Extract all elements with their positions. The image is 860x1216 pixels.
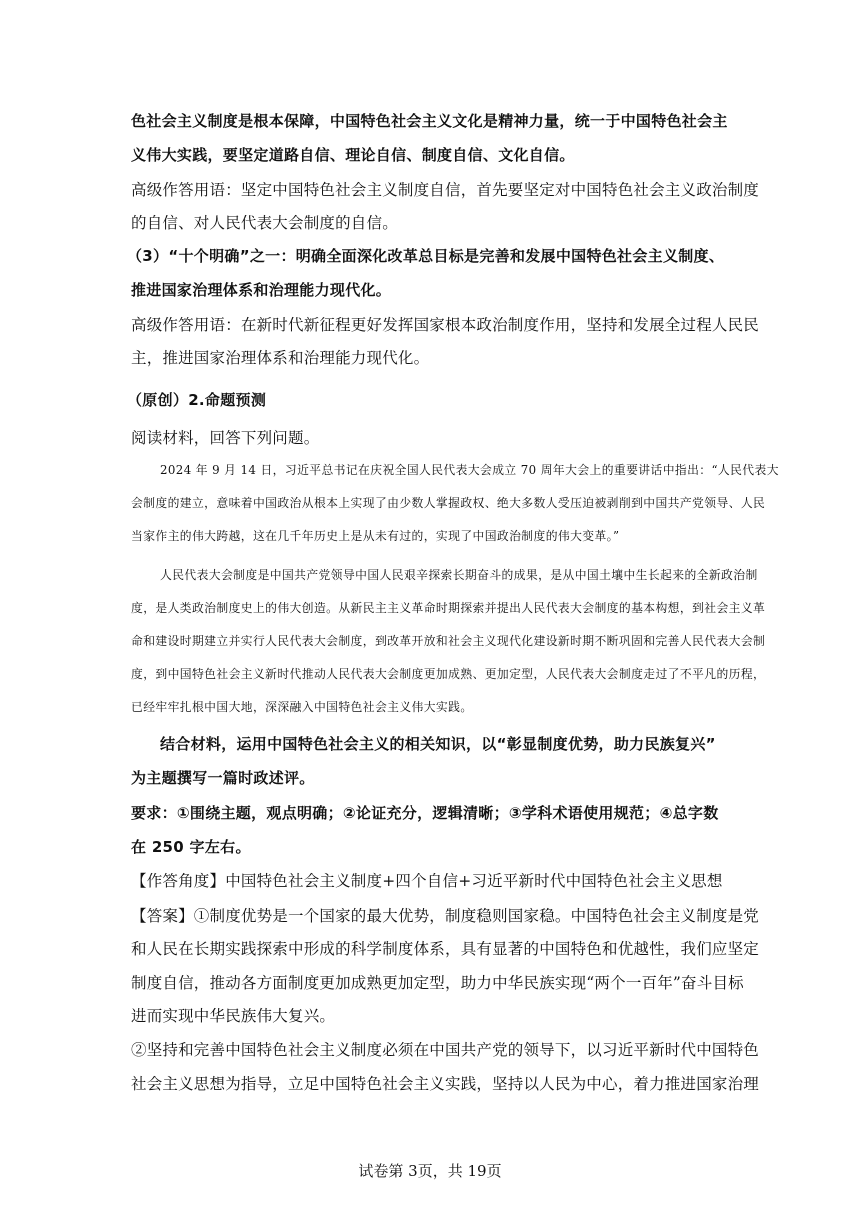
page-footer: 试卷第 3页，共 19页 xyxy=(358,1162,502,1180)
text-line: （3）“十个明确”之一：明确全面深化改革总目标是完善和发展中国特色社会主义制度、 xyxy=(127,247,725,265)
answer-line: ②坚持和完善中国特色社会主义制度必须在中国共产党的领导下，以习近平新时代中国特色 xyxy=(131,1041,760,1059)
material-line: 度，是人类政治制度史上的伟大创造。从新民主主义革命时期探索并提出人民代表大会制度的基本构想，到社会主义革 xyxy=(131,601,766,615)
text-line: 阅读材料，回答下列问题。 xyxy=(131,429,320,447)
material-line: 人民代表大会制度是中国共产党领导中国人民艰辛探索长期奋斗的成果，是从中国土壤中生长起来的全新政治制 xyxy=(160,568,758,582)
requirement-text: 要求：①围绕主题，观点明确；②论证充分，逻辑清晰；③学科术语使用规范；④总字数 xyxy=(131,804,719,822)
question-text: 结合材料，运用中国特色社会主义的相关知识，以“彰显制度优势，助力民族复兴” xyxy=(160,735,716,753)
answer-line: 进而实现中华民族伟大复兴。 xyxy=(131,1007,336,1025)
text-line: 的自信、对人民代表大会制度的自信。 xyxy=(131,214,398,232)
answer-line: 和人民在长期实践探索中形成的科学制度体系，具有显著的中国特色和优越性，我们应坚定 xyxy=(131,940,760,958)
material-line: 已经牢牢扎根中国大地，深深融入中国特色社会主义伟大实践。 xyxy=(131,700,473,714)
answer-line: 【答案】①制度优势是一个国家的最大优势，制度稳则国家稳。中国特色社会主义制度是党 xyxy=(131,907,760,925)
material-line: 度，到中国特色社会主义新时代推动人民代表大会制度更加成熟、更加定型，人民代表大会制度走过了不平凡的历程， xyxy=(131,667,766,681)
text-line: 高级作答用语：坚定中国特色社会主义制度自信，首先要坚定对中国特色社会主义政治制度 xyxy=(131,181,760,199)
material-line: 2024 年 9 月 14 日，习近平总书记在庆祝全国人民代表大会成立 70 周年大会上的重要讲话中指出：“人民代表大 xyxy=(160,463,779,477)
text-line: 推进国家治理体系和治理能力现代化。 xyxy=(131,281,392,299)
material-line: 命和建设时期建立并实行人民代表大会制度，到改革开放和社会主义现代化建设新时期不断巩固和完善人民代表大会制 xyxy=(131,634,766,648)
material-line: 当家作主的伟大跨越，这在几千年历史上是从未有过的，实现了中国政治制度的伟大变革。” xyxy=(131,529,620,543)
question-text: 为主题撰写一篇时政述评。 xyxy=(131,769,315,787)
text-line: 高级作答用语：在新时代新征程更好发挥国家根本政治制度作用，坚持和发展全过程人民民 xyxy=(131,316,760,334)
material-line: 会制度的建立，意味着中国政治从根本上实现了由少数人掌握政权、绝大多数人受压迫被剥削到中国共产党领导、人民 xyxy=(131,496,766,510)
text-line: 义伟大实践，要坚定道路自信、理论自信、制度自信、文化自信。 xyxy=(131,146,575,164)
answer-line: 制度自信，推动各方面制度更加成熟更加定型，助力中华民族实现“两个一百年”奋斗目标 xyxy=(131,974,744,992)
answer-angle: 【作答角度】中国特色社会主义制度+四个自信+习近平新时代中国特色社会主义思想 xyxy=(131,872,723,890)
answer-line: 社会主义思想为指导，立足中国特色社会主义实践，坚持以人民为中心，着力推进国家治理 xyxy=(131,1075,760,1093)
text-line: 色社会主义制度是根本保障，中国特色社会主义文化是精神力量，统一于中国特色社会主 xyxy=(131,112,728,130)
requirement-text: 在 250 字左右。 xyxy=(131,838,251,856)
text-line: 主，推进国家治理体系和治理能力现代化。 xyxy=(131,349,430,367)
section-heading: （原创）2.命题预测 xyxy=(127,391,267,409)
